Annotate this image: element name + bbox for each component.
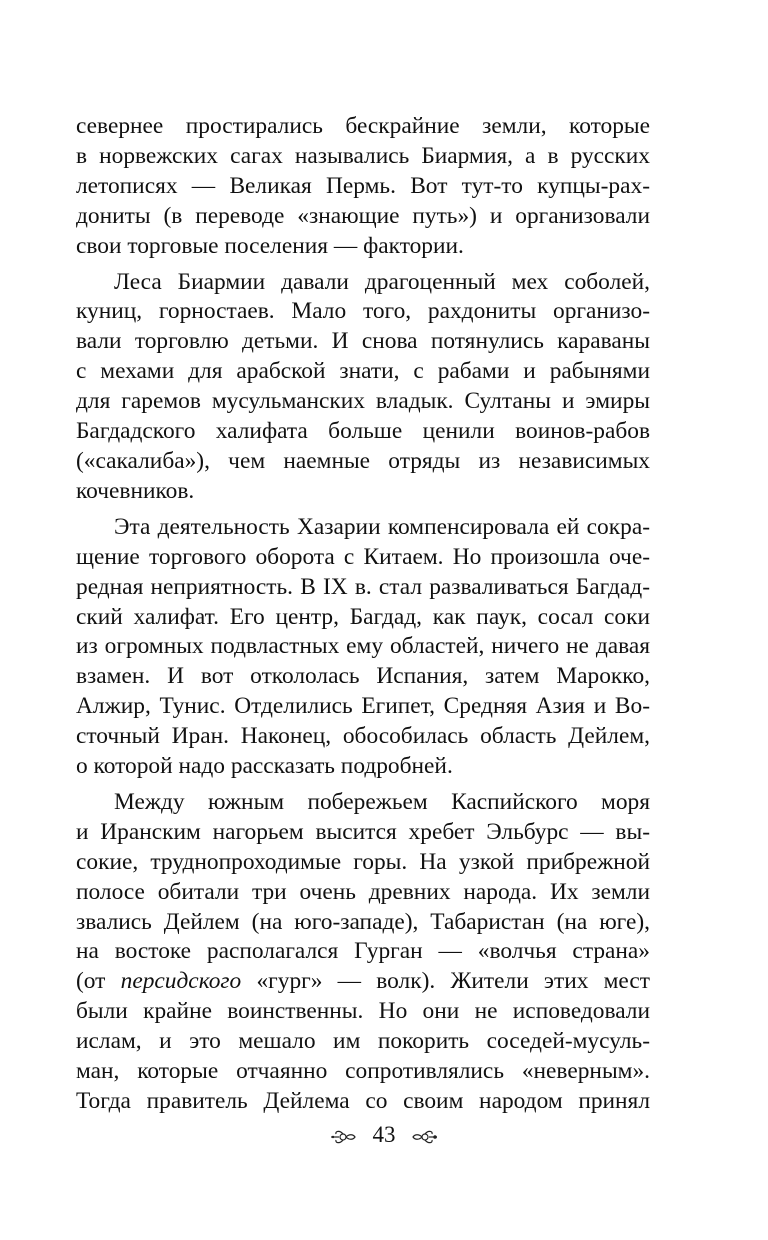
right-ornament-icon [411, 1129, 439, 1145]
text-line: вали торговлю детьми. И снова потянулись караваны [76, 328, 650, 355]
text-line: взамен. И вот откололась Испания, затем Марокко, [76, 663, 650, 690]
text-line: из огромных подвластных ему областей, ничего не давая [76, 633, 650, 660]
text-line: Между южным побережьем Каспийского моря [114, 788, 650, 815]
text-line: сокие, труднопроходимые горы. На узкой прибрежной [76, 848, 650, 875]
text-line: севернее простирались бескрайние земли, которые [76, 113, 650, 139]
text-line: свои торговые поселения — фактории. [76, 232, 464, 259]
left-ornament-icon [329, 1129, 357, 1145]
text-line: кочевников. [76, 477, 195, 504]
page-number: 43 [372, 1122, 396, 1147]
page-footer [0, 1122, 768, 1148]
text-line: (от персидского «гург» — волк). Жители этих мест [76, 968, 650, 995]
text-line: Багдадского халифата больше ценили воинов-рабов [76, 418, 650, 445]
text-line: щение торгового оборота с Китаем. Но произошла оче- [76, 543, 650, 570]
text-line: на востоке располагался Гурган — «волчья страна» [76, 938, 650, 965]
text-line: полосе обитали три очень древних народа. Их земли [76, 878, 650, 905]
paragraph [76, 513, 650, 782]
text-line: ман, которые отчаянно сопротивлялись «неверным». [76, 1058, 650, 1085]
text-line: куниц, горностаев. Мало того, рахдониты организо- [76, 298, 650, 325]
text-line: Алжир, Тунис. Отделились Египет, Средняя Азия и Во- [76, 693, 650, 720]
text-line: Тогда правитель Дейлема со своим народом принял [76, 1088, 650, 1114]
paragraph [76, 268, 650, 507]
text-line: редная неприятность. В IX в. стал разваливаться Багдад- [76, 573, 650, 600]
text-line: были крайне воинственны. Но они не исповедовали [76, 998, 650, 1025]
text-line: дониты (в переводе «знающие путь») и организовали [76, 202, 650, 229]
page-body [76, 112, 650, 1117]
paragraph [76, 788, 650, 1117]
text-line: Леса Биармии давали драгоценный мех соболей, [114, 268, 650, 295]
text-line: Эта деятельность Хазарии компенсировала ей сокра- [114, 513, 650, 540]
text-line: и Иранским нагорьем высится хребет Эльбурс — вы- [76, 818, 650, 845]
paragraph [76, 112, 650, 262]
text-line: ислам, и это мешало им покорить соседей-мусуль- [76, 1028, 650, 1055]
text-line: в норвежских сагах назывались Биармия, а в русских [76, 142, 650, 169]
text-line: с мехами для арабской знати, с рабами и рабынями [76, 358, 650, 385]
text-line: («сакалиба»), чем наемные отряды из независимых [76, 447, 650, 474]
text-line: звались Дейлем (на юго-западе), Табаристан (на юге), [76, 908, 650, 935]
text-line: для гаремов мусульманских владык. Султаны и эмиры [76, 388, 650, 415]
text-line: о которой надо рассказать подробней. [76, 753, 453, 780]
text-line: сточный Иран. Наконец, обособилась область Дейлем, [76, 723, 650, 750]
text-line: летописях — Великая Пермь. Вот тут-то купцы-рах- [76, 172, 650, 199]
text-line: ский халифат. Его центр, Багдад, как паук, сосал соки [76, 603, 650, 630]
